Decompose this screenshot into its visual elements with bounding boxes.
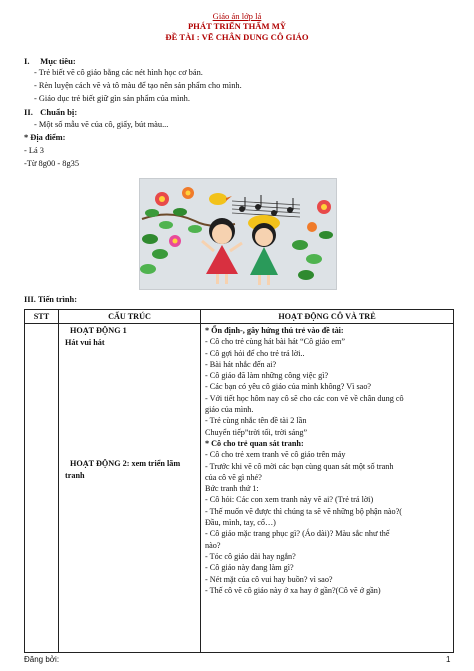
content-cell: [201, 324, 454, 653]
table-row: [25, 324, 454, 653]
subject-title: PHÁT TRIỂN THẨM MỸ: [187, 21, 287, 31]
content-line: - Cô cho trẻ cùng hát bài hát “Cô giáo em”: [205, 337, 346, 347]
header-cau-truc: CẤU TRÚC: [59, 310, 201, 324]
content-line: - Cô gợi hỏi để cho trẻ trả lời..: [205, 348, 305, 358]
stt-cell: [25, 324, 59, 653]
section-chuan-bi-heading: [24, 107, 77, 118]
dia-diem-item: - Lá 3: [24, 146, 44, 155]
content-line: - Thế muốn vẽ được thì chúng ta sẽ vẽ những bộ phận nào?(: [205, 506, 402, 516]
page-number: 1: [446, 655, 451, 664]
content-line: * Ổn định-, gây hứng thú trẻ vào đề tài:: [205, 326, 344, 335]
content-lines: [205, 325, 451, 596]
content-line: - Cô cho trẻ xem tranh vẽ cô giáo trên máy: [205, 450, 346, 460]
illustration-girls-music-icon: [140, 179, 336, 289]
activity-1-sub: Hát vui hát: [65, 338, 105, 347]
table-header-row: [25, 310, 454, 324]
content-line: - Cô giáo đã làm những công việc gì?: [205, 371, 329, 381]
section-title: Mục tiêu:: [40, 56, 76, 66]
header-link[interactable]: Giáo án lớp lá: [212, 11, 262, 21]
section-number: II.: [24, 107, 33, 117]
footer-posted-by: Đăng bởi:: [24, 655, 60, 664]
content-line: - Các bạn có yêu cô giáo của mình không? Vì sao?: [205, 382, 372, 392]
dia-diem-heading: * Địa điểm:: [24, 133, 66, 142]
section-number: I.: [24, 56, 30, 66]
muc-tieu-item: - Rèn luyện cách vẽ và tô màu để tạo nên sản phẩm cho mình.: [34, 81, 242, 90]
content-line: - Thế cô vẽ cô giáo này ở xa hay ở gần?(Cô vẽ ở gần): [205, 585, 381, 595]
content-line: - Nét mặt của cô vui hay buồn? vì sao?: [205, 574, 333, 584]
content-line: Chuyển tiếp”trời tối, trời sáng”: [205, 427, 308, 437]
topic-title: ĐỀ TÀI : VẼ CHÂN DUNG CÔ GIÁO: [165, 32, 309, 42]
content-line: - Trẻ cùng nhắc tên đề tài 2 lần: [205, 416, 307, 426]
muc-tieu-item: - Giáo dục trẻ biết giữ gìn sản phẩm của mình.: [34, 94, 190, 103]
activity-1-name: HOẠT ĐỘNG 1: [70, 326, 127, 335]
muc-tieu-item: - Trẻ biết vẽ cô giáo bằng các nét hình học cơ bản.: [34, 68, 203, 77]
activity-2-sub: tranh: [65, 471, 85, 480]
activity-2-name: HOẠT ĐỘNG 2: xem triển lãm: [70, 459, 181, 468]
content-line: - Cô hỏi: Các con xem tranh này vẽ ai? (Trẻ trả lời): [205, 495, 374, 505]
section-muc-tieu-heading: [24, 56, 76, 67]
content-line: - Tóc cô giáo dài hay ngắn?: [205, 551, 296, 561]
content-line: Bức tranh thứ 1:: [205, 484, 259, 494]
content-line: - Với tiết học hôm nay cô sẽ cho các con vẽ về chân dung cô: [205, 393, 404, 403]
section-title: Chuẩn bị:: [40, 107, 78, 117]
content-line: giáo của mình.: [205, 405, 254, 415]
content-line: * Cô cho trẻ quan sát tranh:: [205, 438, 304, 448]
content-line: của cô vẽ gì nhé?: [205, 472, 262, 482]
content-line: - Trước khi vẽ cô mời các bạn cùng quan sát một số tranh: [205, 461, 394, 471]
content-line: nào?: [205, 540, 221, 550]
content-line: - Cô giáo này đang làm gì?: [205, 563, 294, 573]
illustration-image: [139, 178, 337, 290]
header-hoat-dong: HOẠT ĐỘNG CÔ VÀ TRẺ: [201, 310, 454, 324]
chuan-bi-item: - Một số mẫu vẽ của cô, giấy, bút màu...: [34, 120, 169, 129]
activities-list: [59, 324, 200, 652]
dia-diem-item: -Từ 8g00 - 8g35: [24, 159, 80, 168]
header-stt: STT: [25, 310, 59, 324]
procedure-table: [24, 309, 454, 653]
tien-trinh-heading: III. Tiến trình:: [24, 295, 77, 304]
content-line: Đầu, mình, tay, cổ…): [205, 518, 276, 528]
content-line: - Bài hát nhắc đến ai?: [205, 359, 277, 369]
content-line: - Cô giáo mặc trang phục gì? (Áo dài)? Màu sắc như thế: [205, 529, 390, 539]
structure-cell: [59, 324, 201, 653]
